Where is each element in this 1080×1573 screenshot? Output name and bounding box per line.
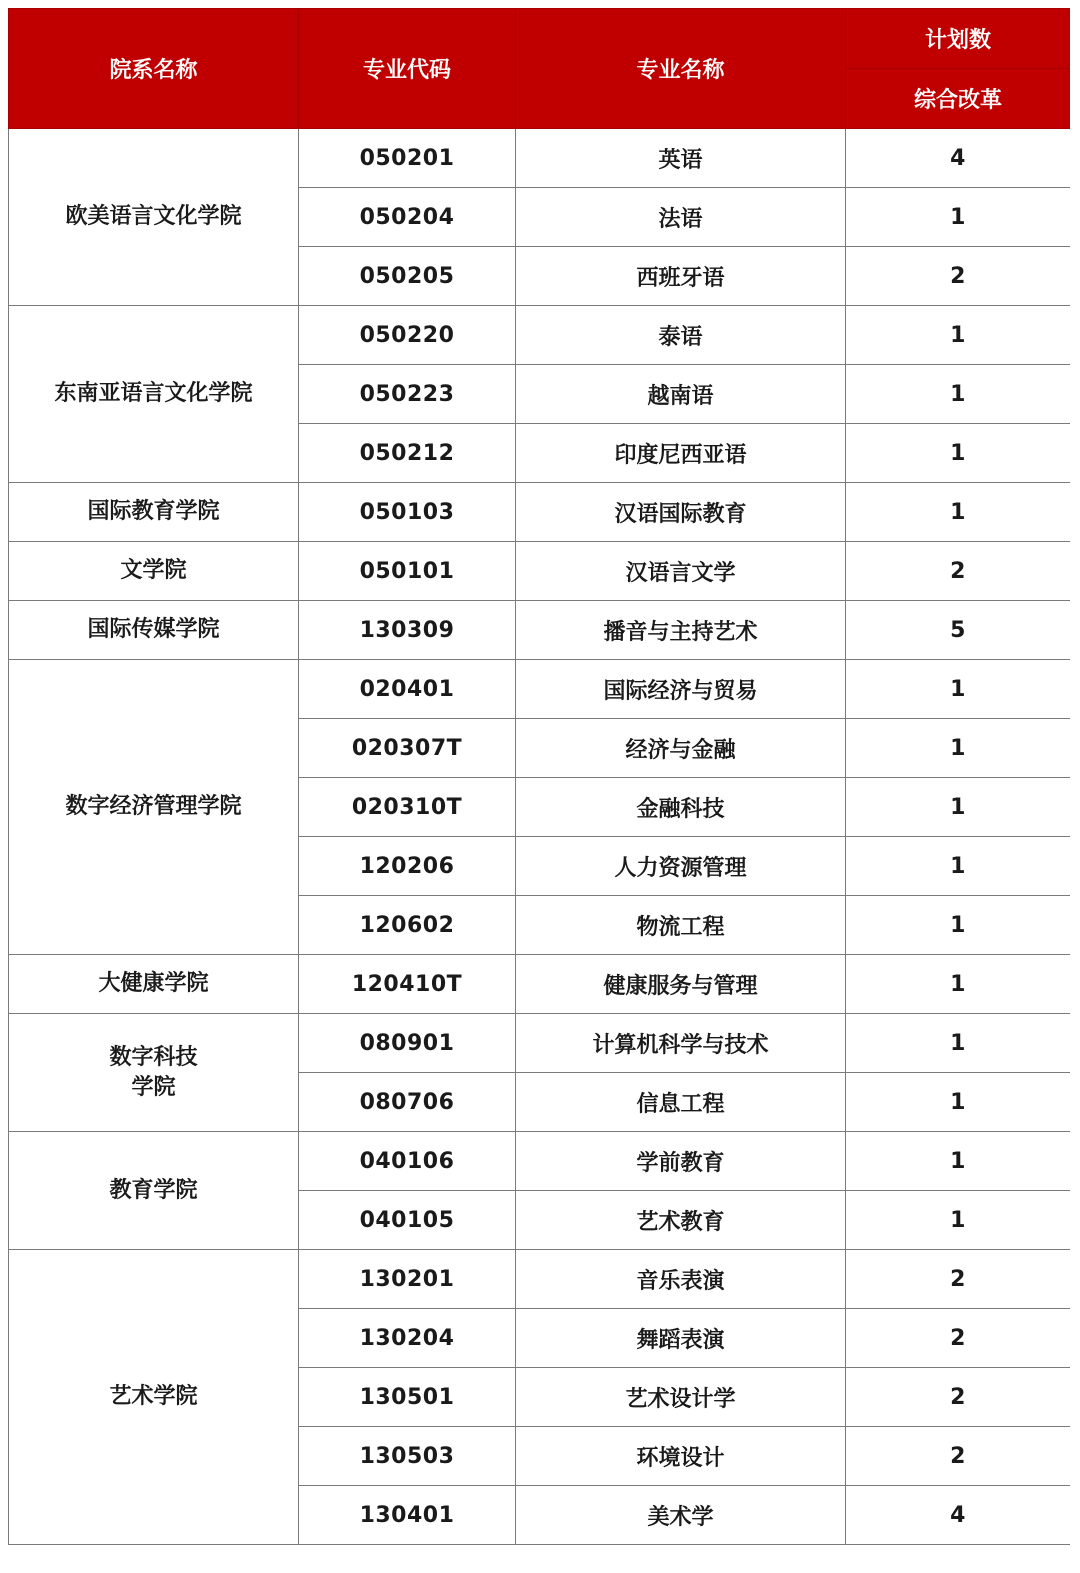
major-name-cell: 舞蹈表演: [516, 1309, 846, 1368]
college-name-cell: 大健康学院: [9, 955, 299, 1014]
college-name-cell: 艺术学院: [9, 1250, 299, 1545]
college-name-cell: 数字经济管理学院: [9, 660, 299, 955]
major-name-cell: 泰语: [516, 306, 846, 365]
plan-count-cell: 2: [846, 1250, 1071, 1309]
major-name-cell: 金融科技: [516, 778, 846, 837]
plan-count-cell: 1: [846, 1191, 1071, 1250]
major-code-cell: 130201: [299, 1250, 516, 1309]
major-code-cell: 050101: [299, 542, 516, 601]
header-plan-sub: 综合改革: [846, 69, 1071, 129]
college-name-cell: 文学院: [9, 542, 299, 601]
header-code: 专业代码: [299, 9, 516, 129]
major-code-cell: 130501: [299, 1368, 516, 1427]
table-row: [9, 1014, 1071, 1073]
major-code-cell: 130503: [299, 1427, 516, 1486]
plan-count-cell: 2: [846, 1309, 1071, 1368]
plan-count-cell: 2: [846, 247, 1071, 306]
major-name-cell: 法语: [516, 188, 846, 247]
major-code-cell: 050201: [299, 129, 516, 188]
college-name-cell: 国际教育学院: [9, 483, 299, 542]
college-name-line: 数字科技: [109, 1044, 198, 1070]
plan-count-cell: 1: [846, 306, 1071, 365]
table-row: [9, 660, 1071, 719]
plan-count-cell: 4: [846, 129, 1071, 188]
college-name-cell: 欧美语言文化学院: [9, 129, 299, 306]
major-code-cell: 050103: [299, 483, 516, 542]
college-name-cell: 国际传媒学院: [9, 601, 299, 660]
major-name-cell: 人力资源管理: [516, 837, 846, 896]
major-code-cell: 040106: [299, 1132, 516, 1191]
major-code-cell: 040105: [299, 1191, 516, 1250]
major-code-cell: 020401: [299, 660, 516, 719]
plan-count-cell: 1: [846, 365, 1071, 424]
major-code-cell: 130204: [299, 1309, 516, 1368]
major-name-cell: 环境设计: [516, 1427, 846, 1486]
major-name-cell: 音乐表演: [516, 1250, 846, 1309]
major-name-cell: 美术学: [516, 1486, 846, 1545]
major-name-cell: 经济与金融: [516, 719, 846, 778]
plan-count-cell: 2: [846, 1427, 1071, 1486]
plan-count-cell: 5: [846, 601, 1071, 660]
table-row: [9, 542, 1071, 601]
major-name-cell: 汉语言文学: [516, 542, 846, 601]
major-name-cell: 西班牙语: [516, 247, 846, 306]
plan-count-cell: 1: [846, 188, 1071, 247]
major-name-cell: 学前教育: [516, 1132, 846, 1191]
major-code-cell: 080706: [299, 1073, 516, 1132]
table-row: [9, 1132, 1071, 1191]
plan-count-cell: 1: [846, 1014, 1071, 1073]
plan-count-cell: 1: [846, 955, 1071, 1014]
plan-count-cell: 1: [846, 837, 1071, 896]
major-name-cell: 汉语国际教育: [516, 483, 846, 542]
header-college: 院系名称: [9, 9, 299, 129]
header-major: 专业名称: [516, 9, 846, 129]
table-row: [9, 129, 1071, 188]
major-code-cell: 020307T: [299, 719, 516, 778]
table-row: [9, 483, 1071, 542]
major-code-cell: 130309: [299, 601, 516, 660]
plan-count-cell: 1: [846, 896, 1071, 955]
plan-count-cell: 2: [846, 1368, 1071, 1427]
major-name-cell: 艺术设计学: [516, 1368, 846, 1427]
major-name-cell: 艺术教育: [516, 1191, 846, 1250]
major-name-cell: 国际经济与贸易: [516, 660, 846, 719]
enrollment-plan-table: [8, 8, 1070, 1545]
table-body: [9, 129, 1071, 1545]
major-name-cell: 信息工程: [516, 1073, 846, 1132]
college-name-cell: 东南亚语言文化学院: [9, 306, 299, 483]
major-code-cell: 050220: [299, 306, 516, 365]
major-code-cell: 130401: [299, 1486, 516, 1545]
header-plan: 计划数: [846, 9, 1071, 69]
college-name-line: 学院: [131, 1074, 176, 1100]
major-code-cell: 050205: [299, 247, 516, 306]
plan-count-cell: 1: [846, 1132, 1071, 1191]
table-header: [9, 9, 1071, 129]
plan-count-cell: 1: [846, 424, 1071, 483]
plan-count-cell: 1: [846, 483, 1071, 542]
major-code-cell: 120410T: [299, 955, 516, 1014]
college-name-cell: 教育学院: [9, 1132, 299, 1250]
major-name-cell: 健康服务与管理: [516, 955, 846, 1014]
plan-count-cell: 1: [846, 660, 1071, 719]
major-code-cell: 050212: [299, 424, 516, 483]
major-code-cell: 020310T: [299, 778, 516, 837]
major-name-cell: 物流工程: [516, 896, 846, 955]
table-row: [9, 955, 1071, 1014]
major-name-cell: 印度尼西亚语: [516, 424, 846, 483]
major-code-cell: 120602: [299, 896, 516, 955]
header-row-1: [9, 9, 1071, 69]
major-code-cell: 050223: [299, 365, 516, 424]
major-code-cell: 050204: [299, 188, 516, 247]
major-name-cell: 英语: [516, 129, 846, 188]
major-name-cell: 越南语: [516, 365, 846, 424]
major-name-cell: 播音与主持艺术: [516, 601, 846, 660]
plan-count-cell: 1: [846, 719, 1071, 778]
plan-count-cell: 1: [846, 778, 1071, 837]
college-name-cell: [9, 1014, 299, 1132]
table-row: [9, 306, 1071, 365]
enrollment-plan-table-container: [8, 8, 1070, 1573]
plan-count-cell: 2: [846, 542, 1071, 601]
plan-count-cell: 4: [846, 1486, 1071, 1545]
table-row: [9, 601, 1071, 660]
table-row: [9, 1250, 1071, 1309]
major-code-cell: 120206: [299, 837, 516, 896]
major-name-cell: 计算机科学与技术: [516, 1014, 846, 1073]
major-code-cell: 080901: [299, 1014, 516, 1073]
plan-count-cell: 1: [846, 1073, 1071, 1132]
